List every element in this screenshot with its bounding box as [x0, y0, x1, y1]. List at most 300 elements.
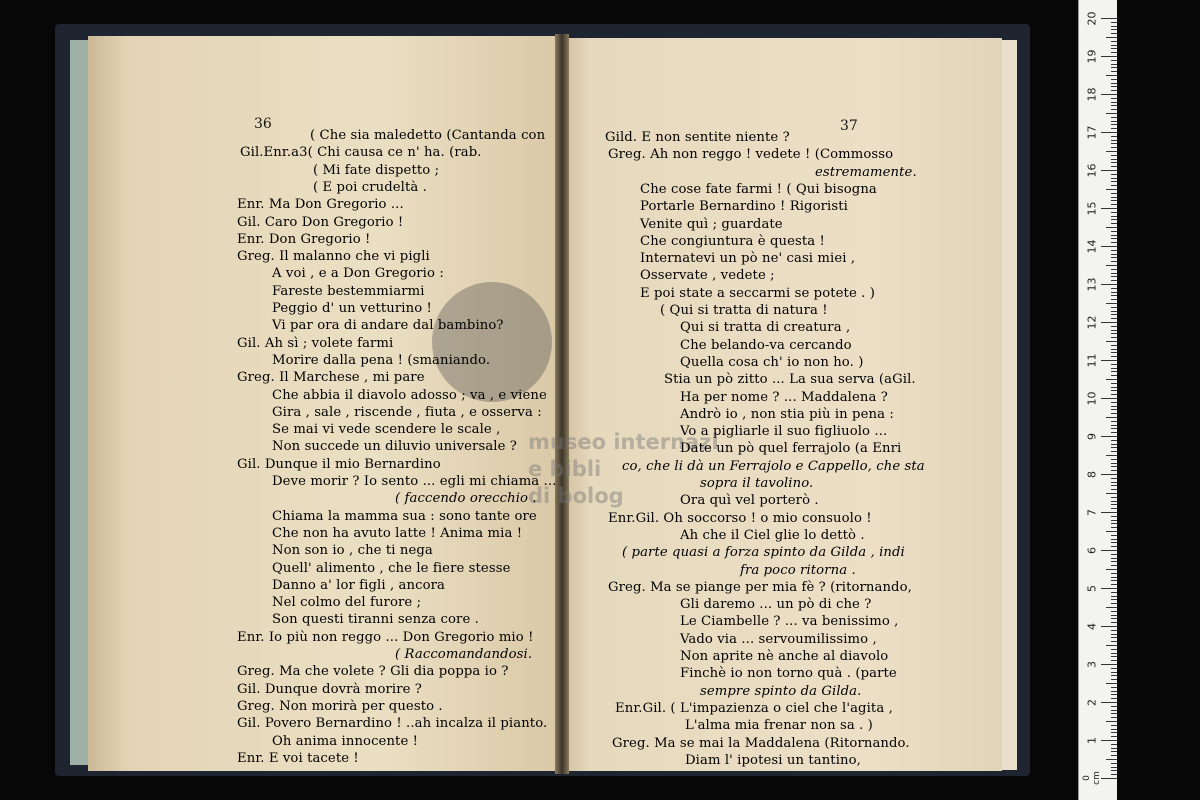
ruler-tick — [1111, 546, 1117, 547]
ruler-tick — [1111, 166, 1117, 167]
ruler-tick — [1111, 755, 1117, 756]
right-page-line: Qui si tratta di creatura , — [680, 320, 851, 336]
right-page-line: Non aprite nè anche al diavolo — [680, 649, 889, 664]
ruler-tick — [1111, 482, 1117, 483]
left-page-line: Danno a' lor figli , ancora — [272, 577, 445, 593]
right-page-line: Gli daremo ... un pò di che ? — [680, 597, 872, 613]
ruler-tick — [1111, 280, 1117, 281]
ruler-tick — [1111, 577, 1117, 578]
ruler-tick — [1111, 86, 1117, 87]
right-page-line: Enr.Gil. Oh soccorso ! o mio consuolo ! — [608, 510, 872, 526]
ruler-tick — [1111, 307, 1117, 308]
right-page-line: Internatevi un pò ne' casi miei , — [640, 251, 856, 267]
ruler-tick — [1101, 702, 1117, 703]
ruler-tick — [1111, 394, 1117, 395]
ruler-tick — [1111, 554, 1117, 555]
ruler-tick — [1111, 45, 1117, 46]
ruler-tick — [1106, 265, 1117, 266]
ruler-tick — [1111, 489, 1117, 490]
ruler-tick — [1111, 425, 1117, 426]
ruler-tick — [1111, 387, 1117, 388]
ruler-tick — [1111, 668, 1117, 669]
ruler-tick — [1101, 778, 1117, 779]
ruler-number: 14 — [1085, 239, 1099, 254]
left-page-line: Greg. Il malanno che vi pigli — [237, 249, 430, 265]
ruler-number: 19 — [1085, 49, 1099, 64]
left-page-line: Non succede un diluvio universale ? — [272, 439, 517, 455]
left-page-line: ( faccendo orecchio . — [395, 491, 537, 507]
ruler-tick — [1111, 90, 1117, 91]
right-page-line: Le Ciambelle ? ... va benissimo , — [680, 614, 899, 630]
ruler-tick — [1111, 466, 1117, 467]
ruler-tick — [1111, 22, 1117, 23]
ruler-tick — [1111, 318, 1117, 319]
ruler-tick — [1111, 60, 1117, 61]
ruler-tick — [1111, 698, 1117, 699]
ruler-number: 4 — [1085, 623, 1099, 630]
left-page-line: Greg. Il Marchese , mi pare — [237, 370, 425, 386]
right-page-line: fra poco ritorna . — [740, 562, 856, 578]
left-page-line: Oh anima innocente ! — [272, 733, 419, 749]
ruler-tick — [1111, 527, 1117, 528]
left-page-line: Non son io , che ti nega — [272, 543, 433, 559]
ruler-tick — [1111, 375, 1117, 376]
ruler-tick — [1111, 223, 1117, 224]
ruler-tick — [1111, 504, 1117, 505]
ruler-tick — [1111, 691, 1117, 692]
ruler-tick — [1106, 37, 1117, 38]
ruler-number: 11 — [1085, 353, 1099, 368]
ruler-tick — [1106, 759, 1117, 760]
right-page-line: Che belando-va cercando — [680, 337, 852, 353]
ruler-tick — [1111, 212, 1117, 213]
ruler-number: 13 — [1085, 277, 1099, 292]
ruler-tick — [1101, 398, 1117, 399]
ruler-number: 12 — [1085, 315, 1099, 330]
ruler-tick — [1101, 740, 1117, 741]
ruler-tick — [1111, 763, 1117, 764]
right-page-line: Vo a pigliarle il suo figliuolo ... — [680, 424, 888, 440]
ruler-tick — [1111, 618, 1117, 619]
ruler-number: 1 — [1085, 737, 1099, 744]
right-page-line: Greg. Ah non reggo ! vedete ! (Commosso — [608, 147, 894, 163]
left-page-line: Enr. Don Gregorio ! — [237, 231, 371, 247]
ruler-tick — [1106, 607, 1117, 608]
ruler-tick — [1111, 767, 1117, 768]
ruler-tick — [1111, 440, 1117, 441]
ruler-tick — [1111, 732, 1117, 733]
ruler-tick — [1111, 679, 1117, 680]
ruler-tick — [1101, 246, 1117, 247]
ruler-tick — [1111, 311, 1117, 312]
left-page-line: A voi , e a Don Gregorio : — [272, 266, 444, 282]
ruler-tick — [1106, 569, 1117, 570]
ruler-tick — [1111, 333, 1117, 334]
left-page-line: Deve morir ? Io sento ... egli mi chiama ... — [272, 474, 557, 489]
ruler-tick — [1111, 558, 1117, 559]
left-page-line: Nel colmo del furore ; — [272, 595, 422, 611]
ruler-tick — [1111, 140, 1117, 141]
ruler-tick — [1111, 729, 1117, 730]
ruler-tick — [1111, 109, 1117, 110]
left-page-line: Quell' alimento , che le fiere stesse — [272, 560, 511, 576]
ruler-tick — [1111, 634, 1117, 635]
ruler-tick — [1111, 155, 1117, 156]
ruler-tick — [1111, 143, 1117, 144]
ruler-tick — [1111, 64, 1117, 65]
ruler-tick — [1111, 406, 1117, 407]
ruler-tick — [1111, 713, 1117, 714]
ruler-tick — [1111, 653, 1117, 654]
left-page-line: Che abbia il diavolo adosso ; va , e viene — [272, 387, 547, 403]
left-page-line: ( Raccomandandosi. — [395, 647, 533, 662]
ruler-tick — [1111, 611, 1117, 612]
ruler-tick — [1106, 303, 1117, 304]
ruler-tick — [1111, 52, 1117, 53]
ruler-tick — [1111, 447, 1117, 448]
left-page-line: Vi par ora di andare dal bambino? — [272, 318, 504, 334]
ruler-tick — [1111, 622, 1117, 623]
ruler-tick — [1111, 269, 1117, 270]
left-page-line: Gil. Dunque dovrà morire ? — [237, 681, 422, 697]
ruler-tick — [1106, 645, 1117, 646]
right-page-line: Venite quì ; guardate — [640, 216, 783, 232]
ruler-tick — [1111, 770, 1117, 771]
ruler-tick — [1111, 660, 1117, 661]
ruler-tick — [1111, 371, 1117, 372]
ruler-tick — [1106, 721, 1117, 722]
ruler-tick — [1111, 235, 1117, 236]
ruler-tick — [1111, 197, 1117, 198]
ruler-tick — [1111, 725, 1117, 726]
ruler-tick — [1106, 151, 1117, 152]
ruler-tick — [1111, 428, 1117, 429]
right-page-line: Stia un pò zitto ... La sua serva (aGil. — [664, 372, 916, 388]
ruler-tick — [1111, 516, 1117, 517]
ruler-tick — [1101, 94, 1117, 95]
ruler-tick — [1111, 584, 1117, 585]
ruler-tick — [1111, 649, 1117, 650]
ruler-tick — [1106, 417, 1117, 418]
ruler-tick — [1111, 314, 1117, 315]
ruler-tick — [1111, 508, 1117, 509]
ruler-tick — [1111, 26, 1117, 27]
ruler-tick — [1111, 451, 1117, 452]
ruler-tick — [1111, 124, 1117, 125]
ruler-number: 6 — [1085, 547, 1099, 554]
ruler-tick — [1111, 672, 1117, 673]
right-page-line: Quella cosa ch' io non ho. ) — [680, 354, 864, 370]
left-page-line: Chiama la mamma sua : sono tante ore — [272, 508, 537, 524]
ruler-tick — [1111, 539, 1117, 540]
ruler-tick — [1111, 596, 1117, 597]
ruler-tick — [1101, 474, 1117, 475]
ruler-tick — [1111, 421, 1117, 422]
ruler-tick — [1111, 675, 1117, 676]
ruler-tick — [1101, 322, 1117, 323]
right-page-line: Date un pò quel ferrajolo (a Enri — [680, 441, 902, 457]
left-page-line: Morire dalla pena ! (smaniando. — [272, 352, 491, 368]
ruler-tick — [1111, 774, 1117, 775]
ruler-tick — [1111, 29, 1117, 30]
right-page-line: ( parte quasi a forza spinto da Gilda , indi — [622, 545, 905, 561]
ruler-tick — [1111, 276, 1117, 277]
ruler-tick — [1111, 744, 1117, 745]
left-page-line: Gil. Povero Bernardino ! ..ah incalza il pianto. — [237, 716, 548, 732]
left-page-line: ( Che sia maledetto (Cantanda con — [310, 128, 546, 143]
ruler-tick — [1111, 181, 1117, 182]
right-page-line: E poi state a seccarmi se potete . ) — [640, 285, 875, 301]
measuring-ruler — [1078, 0, 1117, 800]
ruler-tick — [1111, 390, 1117, 391]
watermark-line-1: museo internazi — [528, 430, 719, 454]
ruler-tick — [1101, 18, 1117, 19]
ruler-tick — [1111, 485, 1117, 486]
right-page-line: Ora quì vel porterò . — [680, 493, 819, 509]
ruler-tick — [1111, 174, 1117, 175]
right-page-line: Vado via ... servoumilissimo , — [680, 631, 877, 647]
ruler-tick — [1111, 288, 1117, 289]
ruler-tick — [1101, 132, 1117, 133]
ruler-number: 3 — [1085, 661, 1099, 668]
ruler-number: 17 — [1085, 125, 1099, 140]
ruler-tick — [1111, 326, 1117, 327]
ruler-tick — [1111, 67, 1117, 68]
ruler-tick — [1111, 641, 1117, 642]
ruler-tick — [1111, 409, 1117, 410]
ruler-tick — [1111, 573, 1117, 574]
ruler-tick — [1111, 102, 1117, 103]
ruler-tick — [1101, 664, 1117, 665]
book-gutter — [555, 34, 569, 774]
ruler-tick — [1111, 592, 1117, 593]
left-page-line: Greg. Non morirà per questo . — [237, 698, 443, 714]
ruler-tick — [1111, 356, 1117, 357]
ruler-tick — [1101, 360, 1117, 361]
ruler-number: 10 — [1085, 391, 1099, 406]
ruler-tick — [1101, 208, 1117, 209]
left-page-line: Enr. E voi tacete ! — [237, 750, 359, 766]
ruler-tick — [1106, 531, 1117, 532]
ruler-number: 16 — [1085, 163, 1099, 178]
ruler-number: 2 — [1085, 699, 1099, 706]
ruler-tick — [1111, 136, 1117, 137]
ruler-tick — [1111, 413, 1117, 414]
left-page-line: ( E poi crudeltà . — [313, 179, 427, 195]
right-page-line: L'alma mia frenar non sa . ) — [685, 718, 873, 734]
ruler-tick — [1111, 751, 1117, 752]
ruler-number: 8 — [1085, 471, 1099, 478]
ruler-tick — [1111, 615, 1117, 616]
right-page-line: Gild. E non sentite niente ? — [605, 130, 790, 145]
ruler-tick — [1111, 219, 1117, 220]
ruler-number: 5 — [1085, 585, 1099, 592]
ruler-tick — [1111, 117, 1117, 118]
left-page-line: Se mai vi vede scendere le scale , — [272, 422, 501, 438]
left-page-number: 36 — [254, 116, 272, 132]
ruler-tick — [1106, 189, 1117, 190]
ruler-unit-label: 0 cm — [1082, 771, 1102, 785]
ruler-tick — [1106, 683, 1117, 684]
ruler-tick — [1111, 33, 1117, 34]
left-page-line: ( Mi fate dispetto ; — [313, 162, 440, 178]
ruler-number: 7 — [1085, 509, 1099, 516]
ruler-tick — [1101, 436, 1117, 437]
ruler-tick — [1106, 113, 1117, 114]
right-page-line: Osservate , vedete ; — [640, 268, 775, 284]
right-page-number: 37 — [840, 118, 858, 134]
ruler-tick — [1106, 75, 1117, 76]
ruler-tick — [1111, 200, 1117, 201]
ruler-tick — [1111, 98, 1117, 99]
right-page-line: ( Qui si tratta di natura ! — [660, 303, 828, 318]
ruler-tick — [1111, 178, 1117, 179]
ruler-tick — [1111, 542, 1117, 543]
ruler-tick — [1111, 603, 1117, 604]
ruler-tick — [1111, 599, 1117, 600]
left-page-line: Greg. Ma che volete ? Gli dia poppa io ? — [237, 664, 509, 680]
ruler-tick — [1101, 550, 1117, 551]
ruler-tick — [1111, 193, 1117, 194]
ruler-tick — [1111, 71, 1117, 72]
ruler-tick — [1111, 41, 1117, 42]
ruler-tick — [1111, 497, 1117, 498]
ruler-tick — [1111, 250, 1117, 251]
right-page-line: sopra il tavolino. — [700, 476, 814, 491]
ruler-tick — [1101, 588, 1117, 589]
left-page-line: Gil.Enr.a3( Chi causa ce n' ha. (rab. — [240, 145, 482, 161]
watermark-logo — [432, 282, 552, 402]
ruler-tick — [1106, 227, 1117, 228]
right-page-line: Ha per nome ? ... Maddalena ? — [680, 389, 888, 405]
ruler-tick — [1111, 299, 1117, 300]
right-page-line: Diam l' ipotesi un tantino, — [685, 752, 861, 768]
right-page-line: Portarle Bernardino ! Rigoristi — [640, 199, 848, 215]
right-page-line: Greg. Ma se piange per mia fè ? (ritornando, — [608, 579, 912, 595]
ruler-tick — [1111, 330, 1117, 331]
ruler-tick — [1111, 561, 1117, 562]
ruler-tick — [1111, 242, 1117, 243]
ruler-tick — [1111, 565, 1117, 566]
ruler-tick — [1111, 216, 1117, 217]
right-page-line: Greg. Ma se mai la Maddalena (Ritornando. — [612, 735, 910, 751]
ruler-tick — [1111, 147, 1117, 148]
right-page-line: Che congiuntura è questa ! — [640, 233, 825, 249]
ruler-number: 15 — [1085, 201, 1099, 216]
ruler-tick — [1111, 48, 1117, 49]
left-page-line: Gira , sale , riscende , fiuta , e osserva : — [272, 404, 542, 420]
ruler-tick — [1111, 261, 1117, 262]
ruler-tick — [1111, 383, 1117, 384]
ruler-tick — [1111, 345, 1117, 346]
left-page-line: Fareste bestemmiarmi — [272, 283, 425, 299]
ruler-tick — [1111, 238, 1117, 239]
ruler-tick — [1101, 284, 1117, 285]
right-page-line: estremamente. — [815, 164, 917, 180]
ruler-tick — [1111, 501, 1117, 502]
ruler-tick — [1111, 79, 1117, 80]
ruler-tick — [1111, 520, 1117, 521]
ruler-tick — [1111, 352, 1117, 353]
ruler-tick — [1111, 444, 1117, 445]
ruler-tick — [1111, 231, 1117, 232]
left-page-line: Son questi tiranni senza core . — [272, 612, 479, 628]
ruler-tick — [1111, 478, 1117, 479]
ruler-tick — [1111, 710, 1117, 711]
ruler-tick — [1106, 379, 1117, 380]
ruler-tick — [1111, 694, 1117, 695]
ruler-tick — [1111, 706, 1117, 707]
ruler-tick — [1111, 432, 1117, 433]
ruler-tick — [1111, 292, 1117, 293]
ruler-tick — [1111, 736, 1117, 737]
ruler-tick — [1111, 463, 1117, 464]
left-page-line: Enr. Ma Don Gregorio ... — [237, 197, 404, 213]
ruler-tick — [1101, 56, 1117, 57]
ruler-tick — [1111, 535, 1117, 536]
ruler-tick — [1111, 748, 1117, 749]
ruler-tick — [1101, 170, 1117, 171]
ruler-tick — [1111, 459, 1117, 460]
ruler-tick — [1111, 637, 1117, 638]
ruler-tick — [1111, 204, 1117, 205]
left-page-line: Enr. Io più non reggo ... Don Gregorio mio ! — [237, 629, 534, 645]
left-page-line: Gil. Ah sì ; volete farmi — [237, 335, 394, 351]
left-page-line: Gil. Dunque il mio Bernardino — [237, 456, 441, 472]
left-page-line: Gil. Caro Don Gregorio ! — [237, 214, 404, 230]
ruler-tick — [1111, 257, 1117, 258]
ruler-tick — [1111, 105, 1117, 106]
ruler-tick — [1111, 523, 1117, 524]
ruler-tick — [1111, 337, 1117, 338]
ruler-tick — [1111, 162, 1117, 163]
ruler-tick — [1111, 254, 1117, 255]
right-page-line: Finchè io non torno quà . (parte — [680, 666, 897, 682]
ruler-tick — [1111, 273, 1117, 274]
left-page-line: Peggio d' un vetturino ! — [272, 301, 432, 316]
ruler-tick — [1111, 121, 1117, 122]
ruler-tick — [1111, 368, 1117, 369]
ruler-tick — [1111, 687, 1117, 688]
ruler-tick — [1111, 185, 1117, 186]
ruler-tick — [1111, 364, 1117, 365]
left-page-line: Che non ha avuto latte ! Anima mia ! — [272, 525, 523, 541]
ruler-tick — [1111, 349, 1117, 350]
ruler-tick — [1101, 512, 1117, 513]
ruler-tick — [1111, 295, 1117, 296]
right-page-line: sempre spinto da Gilda. — [700, 683, 862, 699]
ruler-tick — [1111, 470, 1117, 471]
ruler-tick — [1101, 626, 1117, 627]
ruler-tick — [1111, 630, 1117, 631]
ruler-number: 9 — [1085, 433, 1099, 440]
ruler-tick — [1111, 717, 1117, 718]
ruler-tick — [1111, 402, 1117, 403]
watermark-line-3: di bolog — [528, 484, 624, 508]
right-page-line: Ah che il Ciel glie lo dettò . — [680, 527, 865, 543]
ruler-number: 18 — [1085, 87, 1099, 102]
right-page-line: Andrò io , non stia più in pena : — [680, 406, 894, 422]
ruler-tick — [1106, 341, 1117, 342]
ruler-tick — [1111, 159, 1117, 160]
watermark-line-2: e bibli — [528, 457, 602, 481]
ruler-tick — [1106, 493, 1117, 494]
ruler-tick — [1111, 656, 1117, 657]
ruler-tick — [1111, 580, 1117, 581]
ruler-tick — [1111, 83, 1117, 84]
ruler-tick — [1111, 128, 1117, 129]
right-page-line: Enr.Gil. ( L'impazienza o ciel che l'agita , — [615, 700, 893, 716]
